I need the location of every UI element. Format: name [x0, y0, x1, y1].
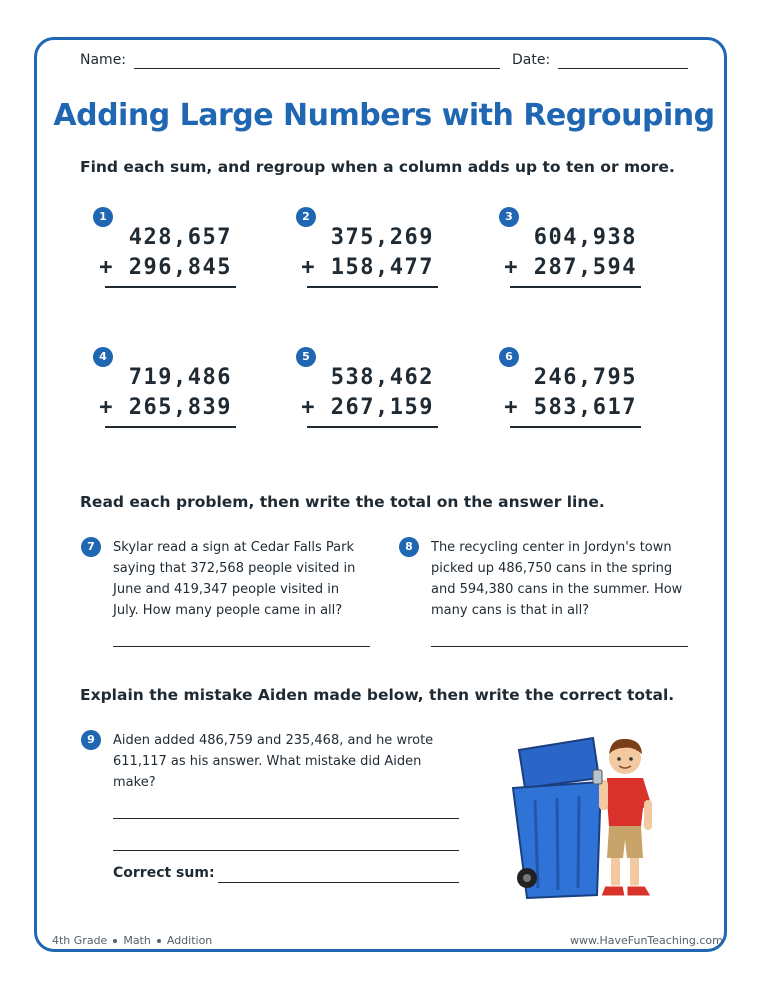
date-line [558, 68, 688, 69]
sum-line [105, 286, 236, 288]
date-label: Date: [512, 52, 551, 68]
explanation-line [113, 850, 459, 851]
name-line [134, 68, 500, 69]
text-line: June and 419,347 people visited in [113, 582, 340, 597]
problem-number-badge: 3 [499, 207, 519, 227]
text-line: Aiden added 486,759 and 235,468, and he wrote [113, 733, 434, 748]
addend-top: 604,938 [533, 225, 637, 250]
addend-bottom: + 296,845 [99, 255, 232, 280]
text-line: 611,117 as his answer. What mistake did Aiden [113, 754, 422, 769]
bullet-icon [157, 939, 161, 943]
bullet-icon [113, 939, 117, 943]
addend-bottom: + 583,617 [504, 395, 637, 420]
answer-line [431, 646, 688, 647]
text-line: and 594,380 cans in the summer. How [431, 582, 683, 597]
sum-line [307, 426, 438, 428]
boy-with-recycling-bin-illustration [505, 730, 675, 910]
text-line: Skylar read a sign at Cedar Falls Park [113, 540, 355, 555]
addend-bottom: + 287,594 [504, 255, 637, 280]
problem-number-badge: 2 [296, 207, 316, 227]
section2-instruction: Read each problem, then write the total on the answer line. [80, 493, 605, 511]
problem-number-badge: 8 [399, 537, 419, 557]
section3-instruction: Explain the mistake Aiden made below, then write the correct total. [80, 686, 675, 704]
addend-top: 428,657 [128, 225, 232, 250]
footer-site: www.HaveFunTeaching.com [570, 934, 723, 947]
sum-line [105, 426, 236, 428]
addend-top: 719,486 [128, 365, 232, 390]
addend-top: 375,269 [330, 225, 434, 250]
word-problem-8 [431, 537, 682, 621]
word-problem-7 [113, 537, 355, 621]
correct-sum-label: Correct sum: [113, 865, 215, 881]
correct-sum-line [218, 882, 459, 883]
text-line: make? [113, 775, 156, 790]
footer-topic: Addition [166, 934, 213, 947]
problem-number-badge: 6 [499, 347, 519, 367]
sum-line [510, 426, 641, 428]
sum-line [307, 286, 438, 288]
text-line: The recycling center in Jordyn's town [431, 540, 672, 555]
answer-line [113, 646, 370, 647]
problem-number-badge: 4 [93, 347, 113, 367]
footer-tags [52, 934, 212, 947]
footer-grade: 4th Grade [52, 934, 108, 947]
problem-number-badge: 1 [93, 207, 113, 227]
footer-subject: Math [123, 934, 151, 947]
text-line: picked up 486,750 cans in the spring [431, 561, 673, 576]
page-title: Adding Large Numbers with Regrouping [53, 98, 715, 133]
text-line: many cans is that in all? [431, 603, 590, 618]
problem-number-badge: 7 [81, 537, 101, 557]
sum-line [510, 286, 641, 288]
addend-top: 538,462 [330, 365, 434, 390]
section1-instruction: Find each sum, and regroup when a column adds up to ten or more. [80, 158, 675, 176]
text-line: saying that 372,568 people visited in [113, 561, 356, 576]
addend-top: 246,795 [533, 365, 637, 390]
addend-bottom: + 265,839 [99, 395, 232, 420]
word-problem-9 [113, 730, 433, 793]
problem-number-badge: 5 [296, 347, 316, 367]
problem-number-badge: 9 [81, 730, 101, 750]
addend-bottom: + 158,477 [301, 255, 434, 280]
addend-bottom: + 267,159 [301, 395, 434, 420]
explanation-line [113, 818, 459, 819]
text-line: July. How many people came in all? [113, 603, 343, 618]
name-label: Name: [80, 52, 127, 68]
